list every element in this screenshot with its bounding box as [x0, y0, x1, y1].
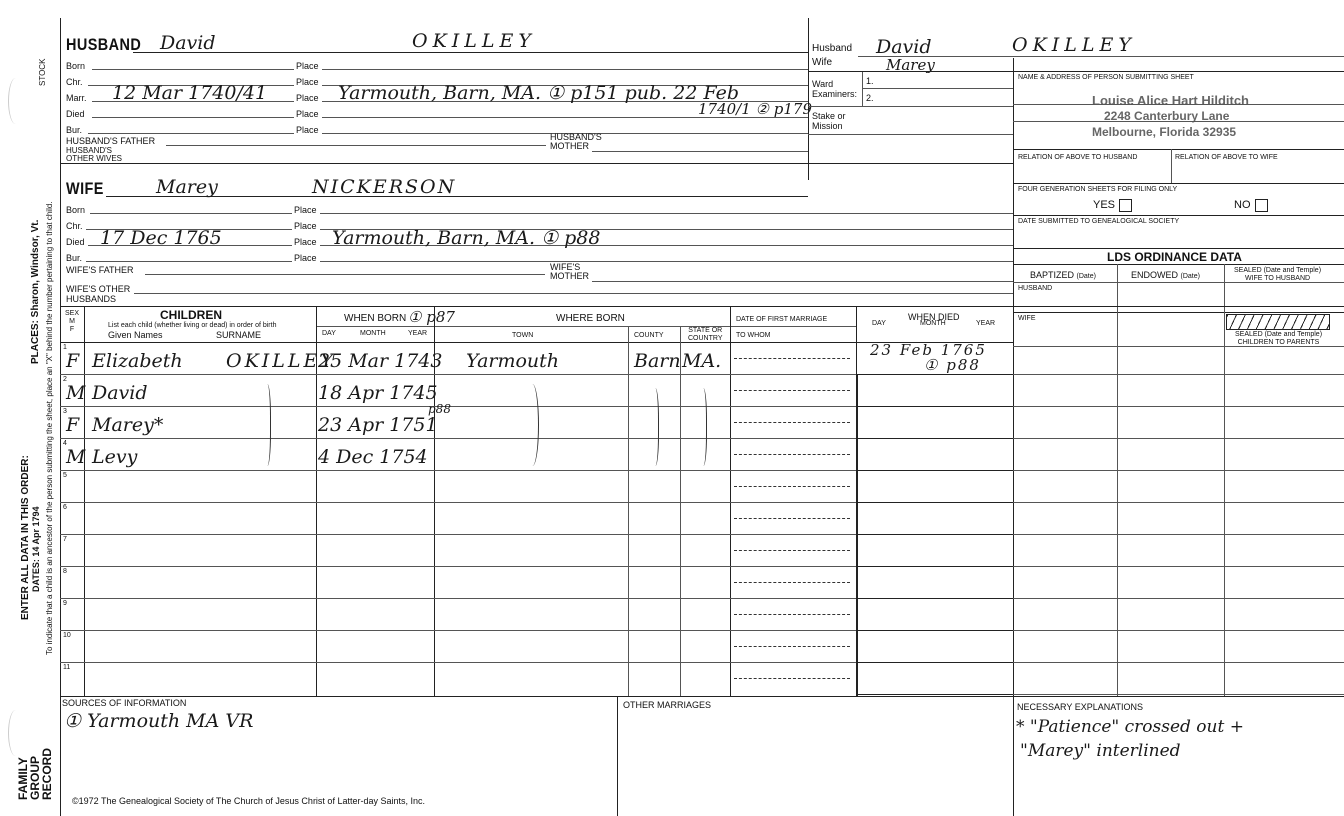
relation-to-husband-label: RELATION OF ABOVE TO HUSBAND: [1018, 154, 1138, 161]
state-header: STATE OR COUNTRY: [688, 327, 723, 342]
header-husband-label: Husband: [812, 43, 853, 54]
lds-header-line: [1013, 282, 1344, 283]
stake-label: Stake or Mission: [812, 111, 846, 131]
submitter-bottom-line: [1013, 149, 1344, 150]
lds-col-divider-2: [1224, 264, 1225, 696]
lds-row-line: [1013, 470, 1344, 471]
died-row-line: [856, 534, 1013, 535]
to-whom-header: TO WHOM: [736, 332, 771, 339]
ward-label: Ward: [812, 79, 834, 89]
born-year-header: YEAR: [408, 330, 428, 337]
punch-hole-mark: [8, 78, 23, 124]
sealed-children-label: SEALED (Date and Temple) CHILDREN TO PARENTS: [1235, 331, 1323, 346]
died-row-line: [856, 406, 1013, 407]
died-column-bracket: [856, 374, 858, 696]
sealed-wife-to-husband-label: SEALED (Date and Temple) WIFE TO HUSBAND: [1234, 267, 1322, 282]
child-birth-town: Yarmouth: [466, 350, 560, 372]
died-month-header: MONTH: [920, 320, 946, 327]
endowed-label: ENDOWED (Date): [1131, 270, 1200, 280]
first-marriage-header: DATE OF FIRST MARRIAGE: [736, 316, 828, 323]
place-column-divider: [730, 306, 731, 696]
wife-died-date: 17 Dec 1765: [100, 227, 222, 249]
when-died-header: WHEN DIED: [908, 312, 960, 322]
lds-row-line: [1013, 534, 1344, 535]
ditto-mark-county: [650, 388, 659, 466]
wife-born-place-line: [320, 213, 1013, 214]
lds-husband-label: HUSBAND: [1018, 285, 1053, 292]
child-number: 2: [63, 376, 67, 383]
child-birth-date: 23 Apr 1751: [318, 414, 438, 436]
sex-header: SEX M F: [64, 310, 79, 333]
header-husband-value: David: [876, 36, 932, 58]
wife-born-place-label: Place: [294, 205, 317, 215]
died-row-line: [856, 598, 1013, 599]
lds-row-line: [1013, 598, 1344, 599]
husband-marr-place: Yarmouth, Barn, MA. ① p151 pub. 22 Feb: [338, 82, 740, 104]
husband-chr-label: Chr.: [66, 77, 83, 87]
wife-bur-line: [86, 261, 292, 262]
ditto-mark-surname: [262, 384, 271, 466]
lds-husband-line: [1013, 312, 1344, 313]
when-born-subline: [316, 326, 434, 327]
husbands-father-label: HUSBAND'S FATHER: [66, 136, 156, 146]
husband-died-label: Died: [66, 109, 85, 119]
husband-marr-place-continued: 1740/1 ② p179: [698, 100, 812, 118]
wife-chr-label: Chr.: [66, 221, 83, 231]
child-number: 7: [63, 536, 67, 543]
header-divider: [808, 18, 809, 180]
child-birth-state: MA.: [682, 350, 722, 372]
family-group-record-title: FAMILY GROUP RECORD: [16, 747, 54, 800]
died-row-line: [856, 374, 1013, 375]
enter-data-label: ENTER ALL DATA IN THIS ORDER:: [20, 455, 31, 620]
ditto-mark-town: [526, 384, 539, 466]
date-submitted-label: DATE SUBMITTED TO GENEALOGICAL SOCIETY: [1018, 218, 1180, 225]
submitter-address: 2248 Canterbury Lane: [1104, 109, 1230, 123]
footer-top-line: [60, 696, 1344, 697]
child-number: 8: [63, 568, 67, 575]
child-surname: OKILLEY: [226, 350, 336, 372]
lds-row-line: [1013, 374, 1344, 375]
relation-bottom-line: [1013, 183, 1344, 184]
lds-col-divider-1: [1117, 264, 1118, 696]
where-born-header: WHERE BORN: [556, 313, 625, 324]
dates-label: DATES: 14 Apr 1794: [31, 506, 41, 592]
submitter-line-1: [1013, 104, 1344, 105]
marriage-date-dash: [734, 550, 850, 551]
examiner-two-line: [808, 106, 1013, 107]
yes-label: YES: [1093, 199, 1116, 211]
child-given-name: Elizabeth: [92, 350, 183, 372]
yes-checkbox[interactable]: [1119, 199, 1132, 212]
other-marriages-label: OTHER MARRIAGES: [623, 700, 712, 710]
lds-wife-label: WIFE: [1018, 315, 1036, 322]
child-number: 1: [63, 344, 67, 351]
marriage-date-dash: [734, 358, 850, 359]
marriage-date-dash: [734, 614, 850, 615]
examiner-two-label: 2.: [866, 93, 874, 103]
children-header: CHILDREN: [160, 308, 222, 322]
child-number: 5: [63, 472, 67, 479]
husband-born-place-line: [322, 69, 808, 70]
husbands-mother-label: HUSBAND'S MOTHER: [550, 132, 602, 151]
wifes-other-husbands-line: [134, 293, 1013, 294]
marriage-date-dash: [734, 678, 850, 679]
wife-bur-label: Bur.: [66, 253, 83, 263]
wifes-mother-line: [592, 281, 1013, 282]
husband-bur-place-label: Place: [296, 125, 319, 135]
lds-row-line: [1013, 502, 1344, 503]
table-row-divider: [60, 502, 856, 503]
child-sex: M: [66, 446, 86, 468]
four-generation-label: FOUR GENERATION SHEETS FOR FILING ONLY: [1018, 186, 1178, 193]
child-sex: F: [66, 350, 80, 372]
husband-marr-place-label: Place: [296, 93, 319, 103]
baptized-label: BAPTIZED (Date): [1030, 270, 1096, 280]
husband-marr-date: 12 Mar 1740/41: [112, 82, 268, 104]
husband-surname: OKILLEY: [412, 30, 536, 52]
header-wife-value: Marey: [886, 56, 935, 74]
died-row-line: [856, 662, 1013, 663]
child-number: 4: [63, 440, 67, 447]
stake-line: [808, 134, 1013, 135]
table-row-divider: [60, 470, 856, 471]
footer-divider: [617, 696, 618, 816]
wife-born-label: Born: [66, 205, 86, 215]
table-row-divider: [60, 406, 856, 407]
husband-died-place-label: Place: [296, 109, 319, 119]
marriage-date-dash: [734, 646, 850, 647]
died-row-line: [856, 502, 1013, 503]
husband-bur-label: Bur.: [66, 125, 83, 135]
sex-column-divider: [84, 306, 85, 696]
wifes-other-husbands-label: WIFE'S OTHER HUSBANDS: [66, 284, 131, 304]
marriage-date-dash: [734, 390, 850, 391]
table-row-divider: [60, 534, 856, 535]
necessary-explanations-label: NECESSARY EXPLANATIONS: [1017, 702, 1144, 712]
child-birth-county: Barn: [634, 350, 681, 372]
ward-divider: [862, 72, 863, 106]
town-column-divider: [628, 326, 629, 696]
husband-died-line: [92, 117, 294, 118]
child-number: 9: [63, 600, 67, 607]
header-husband-surname: OKILLEY: [1012, 34, 1136, 56]
husband-heading: HUSBAND: [66, 35, 142, 54]
husbands-father-line: [166, 145, 546, 146]
wifes-mother-label: WIFE'S MOTHER: [550, 262, 589, 281]
wife-bur-place-line: [320, 261, 1013, 262]
husband-born-label: Born: [66, 61, 86, 71]
right-panel-border: [1013, 58, 1014, 816]
child-birth-date: 25 Mar 1743: [318, 350, 443, 372]
child-birth-date: 4 Dec 1754: [318, 446, 428, 468]
county-header: COUNTY: [634, 332, 664, 339]
born-month-header: MONTH: [360, 330, 386, 337]
table-row-divider: [60, 598, 856, 599]
husband-chr-place-label: Place: [296, 77, 319, 87]
date-submitted-line: [1013, 248, 1344, 249]
wifes-father-label: WIFE'S FATHER: [66, 265, 134, 275]
husband-born-line: [92, 69, 294, 70]
lds-header-bottom-line: [1013, 346, 1344, 347]
wife-chr-place-label: Place: [294, 221, 317, 231]
wife-heading: WIFE: [66, 179, 104, 198]
child-given-name: Marey*: [92, 414, 164, 436]
where-born-subline: [434, 326, 730, 327]
lds-row-line: [1013, 662, 1344, 663]
lds-row-line: [1013, 630, 1344, 631]
stock-label: STOCK: [38, 58, 47, 86]
when-born-source-note: ① p87: [408, 308, 455, 326]
four-gen-bottom-line: [1013, 215, 1344, 216]
when-born-header: WHEN BORN: [344, 313, 407, 324]
husband-born-place-label: Place: [296, 61, 319, 71]
wife-surname: NICKERSON: [312, 176, 457, 198]
wife-died-label: Died: [66, 237, 85, 247]
wife-born-line: [90, 213, 292, 214]
lds-title: LDS ORDINANCE DATA: [1107, 250, 1242, 264]
first-marriage-subline: [730, 326, 856, 327]
child-number: 11: [63, 664, 71, 671]
born-day-header: DAY: [322, 330, 336, 337]
child-sex: M: [66, 382, 86, 404]
child-given-name: David: [92, 382, 148, 404]
row3-source-note: p88: [428, 402, 451, 416]
child-death-source: ① p88: [924, 356, 981, 374]
no-label: NO: [1234, 199, 1251, 211]
examiner-one-line: [862, 88, 1013, 89]
child-number: 10: [63, 632, 71, 639]
marriage-date-dash: [734, 582, 850, 583]
sources-label: SOURCES OF INFORMATION: [62, 698, 187, 708]
husband-name-line: [133, 52, 808, 53]
husband-marr-label: Marr.: [66, 93, 87, 103]
marriage-date-dash: [734, 422, 850, 423]
table-row-divider: [60, 374, 856, 375]
places-label: PLACES: Sharon, Windsor, Vt.: [30, 219, 41, 364]
marriage-date-dash: [734, 486, 850, 487]
submitter-city: Melbourne, Florida 32935: [1092, 125, 1237, 139]
no-checkbox[interactable]: [1255, 199, 1268, 212]
relation-divider: [1171, 149, 1172, 183]
children-top-line: [60, 306, 1344, 307]
table-row-divider: [60, 566, 856, 567]
died-day-header: DAY: [872, 320, 886, 327]
children-instruction: List each child (whether living or dead) in order of birth: [108, 322, 277, 329]
ditto-mark-state: [698, 388, 707, 466]
header-wife-label: Wife: [812, 57, 832, 68]
examiner-one-label: 1.: [866, 76, 874, 86]
submitter-name: Louise Alice Hart Hilditch: [1092, 93, 1249, 108]
lds-row-line: [1013, 438, 1344, 439]
hatched-box: [1226, 314, 1330, 330]
other-wives-line: [60, 163, 1013, 164]
child-number: 6: [63, 504, 67, 511]
husbands-other-wives-label: HUSBAND'S OTHER WIVES: [66, 146, 123, 163]
child-number: 3: [63, 408, 67, 415]
sources-value: ① Yarmouth MA VR: [64, 710, 254, 732]
lds-row-line: [1013, 406, 1344, 407]
lds-title-line: [1013, 264, 1344, 265]
husbands-mother-line: [592, 151, 808, 152]
surname-header: SURNAME: [216, 330, 262, 340]
table-row-divider: [60, 438, 856, 439]
marriage-date-dash: [734, 518, 850, 519]
submitter-label: NAME & ADDRESS OF PERSON SUBMITTING SHEET: [1018, 74, 1194, 81]
table-row-divider: [60, 662, 856, 663]
child-birth-date: 18 Apr 1745: [318, 382, 438, 404]
relation-to-wife-label: RELATION OF ABOVE TO WIFE: [1175, 154, 1278, 161]
husband-bur-line: [88, 133, 294, 134]
wife-given-name: Marey: [156, 176, 218, 198]
indicate-instruction: To indicate that a child is an ancestor of the person submitting the sheet, place an "X" behind the number pertaining to that child.: [45, 201, 54, 655]
died-row-line: [856, 470, 1013, 471]
explanation-line-1: * "Patience" crossed out +: [1016, 717, 1244, 737]
lds-row-line: [1013, 694, 1344, 695]
table-row-divider: [60, 630, 856, 631]
wifes-father-line: [145, 274, 545, 275]
child-sex: F: [66, 414, 80, 436]
lds-row-line: [1013, 566, 1344, 567]
header-wife-line: [808, 71, 1344, 72]
died-row-line: [856, 630, 1013, 631]
county-column-divider: [680, 326, 681, 696]
explanation-line-2: "Marey" interlined: [1020, 741, 1181, 761]
punch-hole-mark: [8, 710, 23, 756]
child-death-date: 23 Feb 1765: [870, 341, 987, 359]
wife-died-place-label: Place: [294, 237, 317, 247]
examiners-label: Examiners:: [812, 89, 858, 99]
died-row-line: [856, 438, 1013, 439]
marriage-date-dash: [734, 454, 850, 455]
husband-given-name: David: [160, 32, 216, 54]
wife-died-place: Yarmouth, Barn, MA. ① p88: [332, 227, 601, 249]
died-row-line: [856, 566, 1013, 567]
given-names-header: Given Names: [108, 330, 163, 340]
town-header: TOWN: [512, 332, 534, 339]
submitter-line-2: [1013, 121, 1344, 122]
died-year-header: YEAR: [976, 320, 996, 327]
died-row-line: [856, 694, 1013, 695]
copyright: ©1972 The Genealogical Society of The Church of Jesus Christ of Latter-day Saints, Inc.: [72, 796, 425, 806]
wife-bur-place-label: Place: [294, 253, 317, 263]
child-given-name: Levy: [92, 446, 138, 468]
